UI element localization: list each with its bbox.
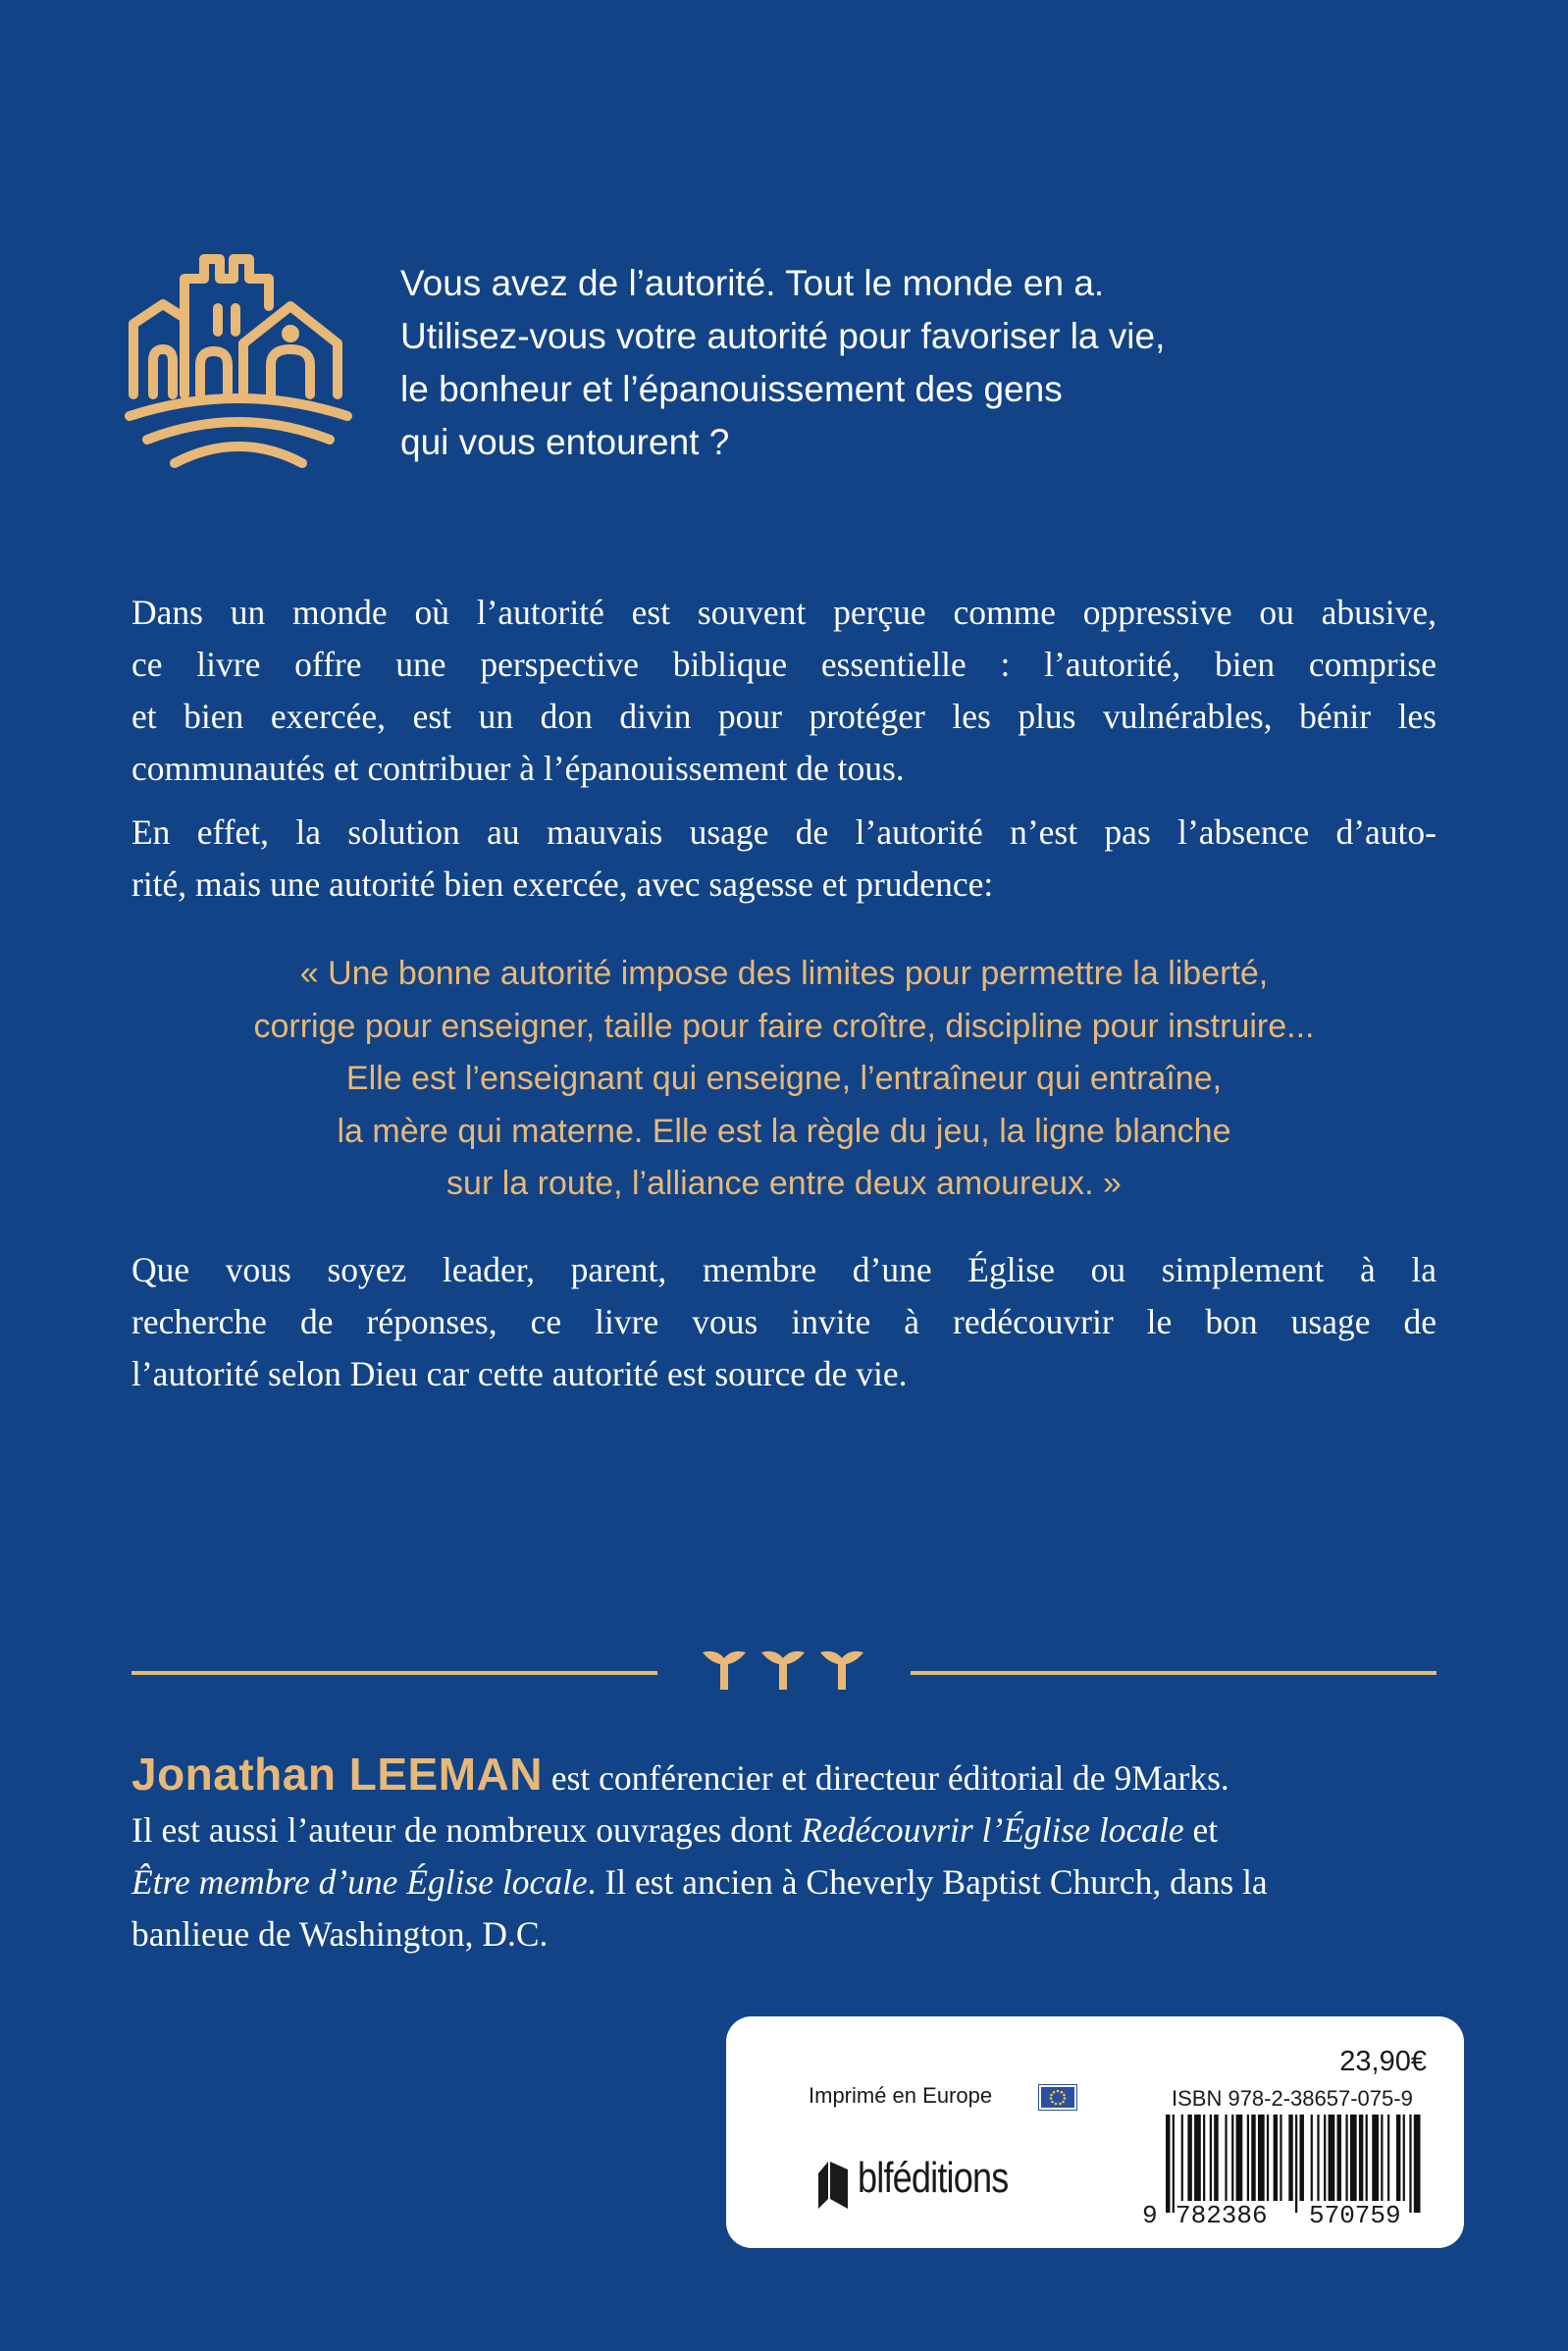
- barcode-bar: [1409, 2115, 1411, 2213]
- barcode-bar: [1317, 2115, 1319, 2201]
- barcode-bar: [1288, 2115, 1292, 2201]
- intro-line: Utilisez-vous votre autorité pour favoriser la vie,: [400, 316, 1166, 356]
- barcode-bar: [1337, 2115, 1341, 2201]
- quote-line: sur la route, l’alliance entre deux amoureux. »: [446, 1165, 1122, 1202]
- description-paragraph-3: [131, 1244, 1437, 1400]
- book-icon: [814, 2160, 850, 2211]
- barcode-bar: [1372, 2115, 1379, 2201]
- barcode-bar: [1329, 2115, 1335, 2201]
- paragraph-line: ce livre offre une perspective biblique essentielle : l’autorité, bien comprise: [131, 645, 1437, 684]
- barcode-bar: [1181, 2115, 1183, 2201]
- barcode-digit-group: 9: [1142, 2201, 1158, 2230]
- book-title: Être membre d’une Église locale: [131, 1862, 588, 1902]
- barcode-bar: [1251, 2115, 1255, 2201]
- intro-line: qui vous entourent ?: [400, 422, 730, 462]
- divider-left: [131, 1671, 657, 1675]
- bio-line: [131, 1856, 1437, 1908]
- quote-line: corrige pour enseigner, taille pour faire croître, discipline pour instruire...: [253, 1007, 1315, 1045]
- barcode-bar: [1387, 2115, 1389, 2201]
- church-village-icon: [124, 247, 353, 475]
- barcode-bar: [1350, 2115, 1357, 2201]
- printed-in-label: Imprimé en Europe: [809, 2083, 993, 2108]
- barcode-bar: [1247, 2115, 1249, 2201]
- barcode-bar: [1299, 2115, 1303, 2201]
- barcode-bar: [1295, 2115, 1297, 2213]
- paragraph-line: Dans un monde où l’autorité est souvent perçue comme oppressive ou abusive,: [131, 593, 1437, 632]
- pull-quote: [131, 948, 1437, 1211]
- barcode-bar: [1187, 2115, 1191, 2201]
- price: 23,90€: [1339, 2046, 1427, 2077]
- barcode-bar: [1166, 2115, 1170, 2213]
- three-sprouts-icon: [695, 1645, 875, 1694]
- bio-text: Il est aussi l’auteur de nombreux ouvrages dont: [131, 1810, 802, 1850]
- intro-text: [400, 257, 1440, 469]
- barcode-bar: [1311, 2115, 1313, 2201]
- paragraph-line: communautés et contribuer à l’épanouissement de tous.: [131, 749, 905, 788]
- barcode-digit-group: 570759: [1309, 2201, 1401, 2230]
- bio-text: et: [1183, 1810, 1219, 1850]
- intro-line: Vous avez de l’autorité. Tout le monde en a.: [400, 263, 1105, 303]
- paragraph-line: En effet, la solution au mauvais usage de l’autorité n’est pas l’absence d’auto-: [131, 812, 1437, 852]
- paragraph-line: Que vous soyez leader, parent, membre d’une Église ou simplement à la: [131, 1250, 1437, 1289]
- quote-line: la mère qui materne. Elle est la règle du jeu, la ligne blanche: [337, 1112, 1231, 1150]
- bio-text: est conférencier et directeur éditorial de 9Marks.: [542, 1758, 1229, 1798]
- barcode-bar: [1274, 2115, 1278, 2201]
- barcode-bar: [1203, 2115, 1205, 2201]
- author-name: Jonathan LEEMAN: [131, 1749, 543, 1800]
- isbn: ISBN 978-2-38657-075-9: [1172, 2086, 1413, 2111]
- barcode-bar: [1225, 2115, 1227, 2201]
- quote-line: « Une bonne autorité impose des limites pour permettre la liberté,: [299, 955, 1269, 992]
- book-title: Redécouvrir l’Église locale: [801, 1810, 1184, 1850]
- description-paragraph-1: [131, 587, 1437, 795]
- intro-line: le bonheur et l’épanouissement des gens: [400, 369, 1063, 409]
- barcode-bar: [1366, 2115, 1368, 2201]
- publisher-name: blféditions: [858, 2154, 1009, 2202]
- quote-line: Elle est l’enseignant qui enseigne, l’entraîneur qui entraîne,: [345, 1060, 1223, 1097]
- eu-flag-icon: [1038, 2084, 1077, 2111]
- barcode-bar: [1324, 2115, 1326, 2201]
- barcode-bar: [1214, 2115, 1218, 2201]
- barcode-bar: [1396, 2115, 1400, 2201]
- description-paragraph-2: [131, 807, 1437, 911]
- bio-line: [131, 1749, 1437, 1804]
- paragraph-line: l’autorité selon Dieu car cette autorité est source de vie.: [131, 1354, 908, 1393]
- barcode-bar: [1173, 2115, 1175, 2213]
- barcode-bar: [1403, 2115, 1405, 2201]
- divider-right: [911, 1671, 1437, 1675]
- barcode-panel: [726, 2016, 1464, 2248]
- barcode-bar: [1210, 2115, 1212, 2201]
- barcode-bar: [1236, 2115, 1243, 2201]
- paragraph-line: recherche de réponses, ce livre vous invite à redécouvrir le bon usage de: [131, 1302, 1437, 1341]
- paragraph-line: rité, mais une autorité bien exercée, avec sagesse et prudence:: [131, 864, 994, 904]
- barcode-digit-group: 782386: [1176, 2201, 1268, 2230]
- barcode: [1166, 2115, 1425, 2213]
- barcode-bar: [1414, 2115, 1421, 2213]
- author-bio: [131, 1749, 1437, 1960]
- barcode-bar: [1345, 2115, 1347, 2201]
- bio-line: [131, 1804, 1437, 1856]
- barcode-bar: [1280, 2115, 1281, 2201]
- barcode-bar: [1231, 2115, 1233, 2201]
- paragraph-line: et bien exercée, est un don divin pour protéger les plus vulnérables, bénir les: [131, 697, 1437, 736]
- barcode-bar: [1267, 2115, 1269, 2201]
- barcode-bar: [1194, 2115, 1201, 2201]
- barcode-bar: [1381, 2115, 1383, 2201]
- bio-text: . Il est ancien à Cheverly Baptist Church, dans la: [587, 1862, 1268, 1902]
- barcode-bar: [1359, 2115, 1363, 2201]
- bio-line: banlieue de Washington, D.C.: [131, 1914, 549, 1954]
- barcode-bar: [1258, 2115, 1265, 2201]
